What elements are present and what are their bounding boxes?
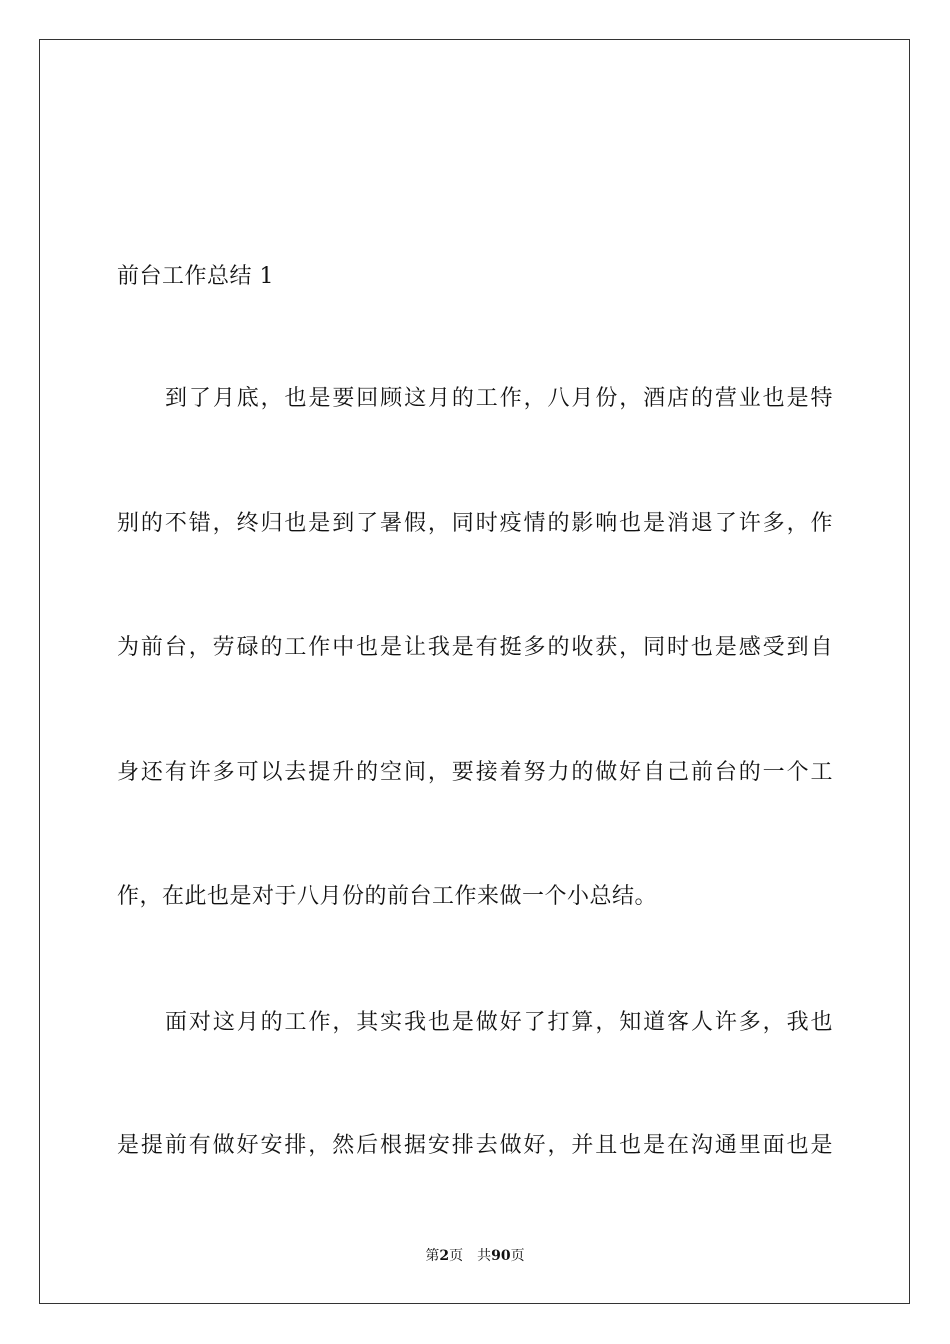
total-pages: 90 — [491, 1248, 511, 1264]
page-number: 2 — [439, 1248, 450, 1264]
paragraph-2-line-2: 是提前有做好安排，然后根据安排去做好，并且也是在沟通里面也是 — [117, 1133, 833, 1158]
paragraph-1-line-2: 别的不错，终归也是到了暑假，同时疫情的影响也是消退了许多，作 — [117, 511, 833, 536]
page-prefix: 第 — [425, 1248, 440, 1264]
paragraph-2-line-1: 面对这月的工作，其实我也是做好了打算，知道客人许多，我也 — [165, 1010, 833, 1035]
page-frame — [39, 39, 910, 1304]
total-suffix: 页 — [510, 1248, 525, 1264]
document-title: 前台工作总结 1 — [117, 264, 274, 289]
paragraph-1-line-1: 到了月底，也是要回顾这月的工作，八月份，酒店的营业也是特 — [165, 386, 833, 411]
total-prefix: 共 — [477, 1248, 492, 1264]
paragraph-1-line-4: 身还有许多可以去提升的空间，要接着努力的做好自己前台的一个工 — [117, 760, 833, 785]
page-suffix: 页 — [449, 1248, 464, 1264]
page-footer — [0, 1247, 950, 1265]
paragraph-1-line-5: 作，在此也是对于八月份的前台工作来做一个小总结。 — [117, 884, 658, 909]
paragraph-1-line-3: 为前台，劳碌的工作中也是让我是有挺多的收获，同时也是感受到自 — [117, 635, 833, 660]
